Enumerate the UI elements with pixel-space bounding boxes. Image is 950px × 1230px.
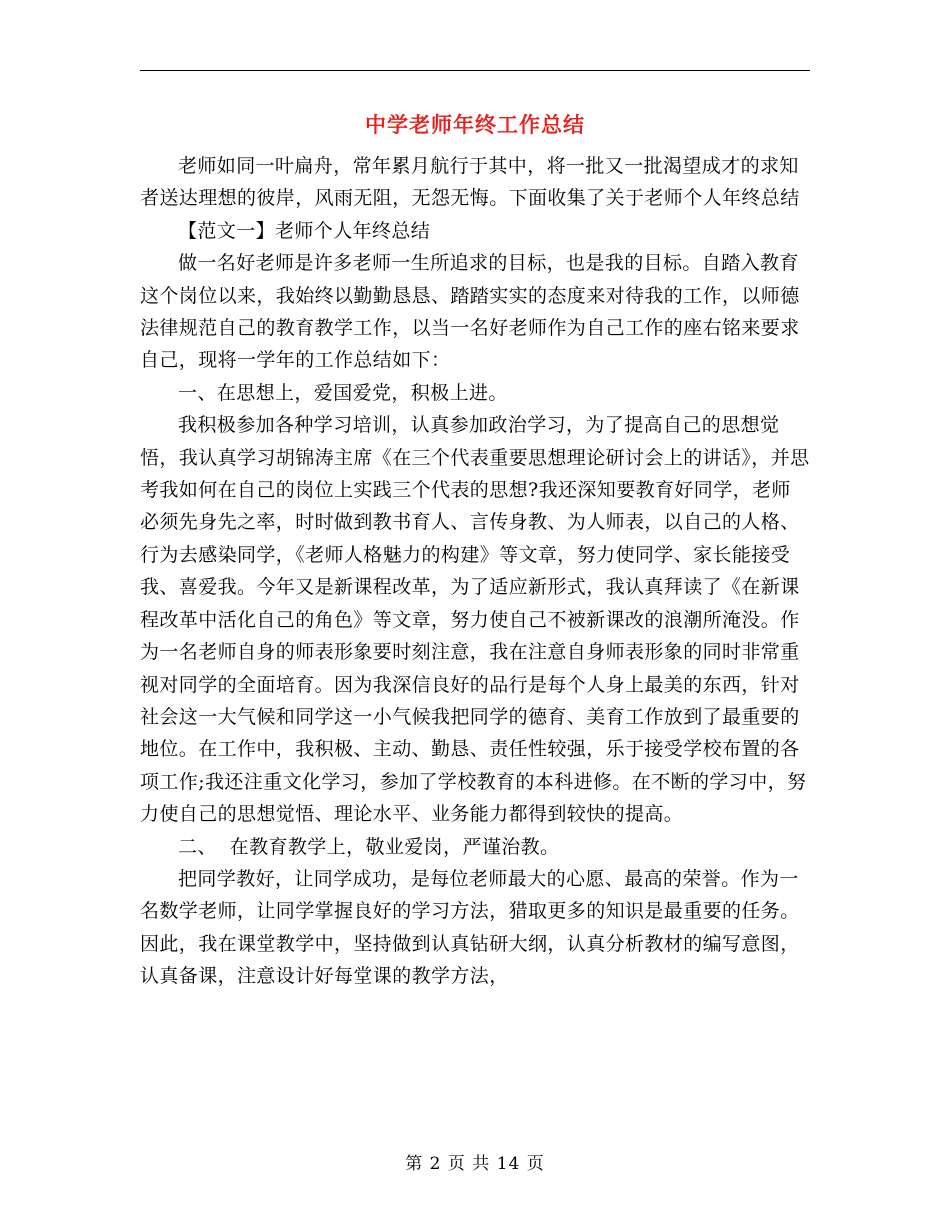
page-number: 第 2 页 共 14 页 xyxy=(405,1154,545,1174)
body-paragraph: 做一名好老师是许多老师一生所追求的目标，也是我的目标。自踏入教育这个岗位以来，我始终以勤勤恳恳、踏踏实实的态度来对待我的工作，以师德法律规范自己的教育教学工作，以当一名好老师作为自己工作的座右铭来要求自己，现将一学年的工作总结如下： xyxy=(140,252,800,372)
intro-paragraph: 老师如同一叶扁舟，常年累月航行于其中，将一批又一批渴望成才的求知者送达理想的彼岸，风雨无阻，无怨无悔。下面收集了关于老师个人年终总结 xyxy=(140,155,800,210)
page-footer xyxy=(140,1152,810,1176)
section-heading-2: 二、 在教育教学上，敬业爱岗，严谨治教。 xyxy=(178,835,560,858)
document-title: 中学老师年终工作总结 xyxy=(365,112,585,137)
section-heading-1: 一、在思想上，爱国爱党，积极上进。 xyxy=(178,381,508,404)
body-paragraph: 我积极参加各种学习培训，认真参加政治学习，为了提高自己的思想觉悟，我认真学习胡锦涛主席《在三个代表重要思想理论研讨会上的讲话》，并思考我如何在自己的岗位上实践三个代表的思想?我还深知要教育好同学，老师必须先身先之率，时时做到教书育人、言传身教、为人师表，以自己的人格、行为去感染同学，《老师人格魅力的构建》等文章，努力使同学、家长能接受我、喜爱我。今年又是新课程改革，为了适应新形式，我认真拜读了《在新课程改革中活化自己的角色》等文章，努力使自己不被新课改的浪潮所淹没。作为一名老师自身的师表形象要时刻注意，我在注意自身师表形象的同时非常重视对同学的全面培育。因为我深信良好的品行是每个人身上最美的东西，针对社会这一大气候和同学这一小气候我把同学的德育、美育工作放到了最重要的地位。在工作中，我积极、主动、勤恳、责任性较强，乐于接受学校布置的各项工作;我还注重文化学习，参加了学校教育的本科进修。在不断的学习中，努力使自己的思想觉悟、理论水平、业务能力都得到较快的提高。 xyxy=(140,414,810,826)
document-body xyxy=(140,150,810,993)
body-paragraph: 把同学教好，让同学成功，是每位老师最大的心愿、最高的荣誉。作为一名数学老师，让同学掌握良好的学习方法，猎取更多的知识是最重要的任务。因此，我在课堂教学中，坚持做到认真钻研大纲，认真分析教材的编写意图，认真备课，注意设计好每堂课的教学方法， xyxy=(140,867,800,988)
header-rule xyxy=(140,70,810,71)
sample-heading: 【范文一】老师个人年终总结 xyxy=(178,219,431,242)
